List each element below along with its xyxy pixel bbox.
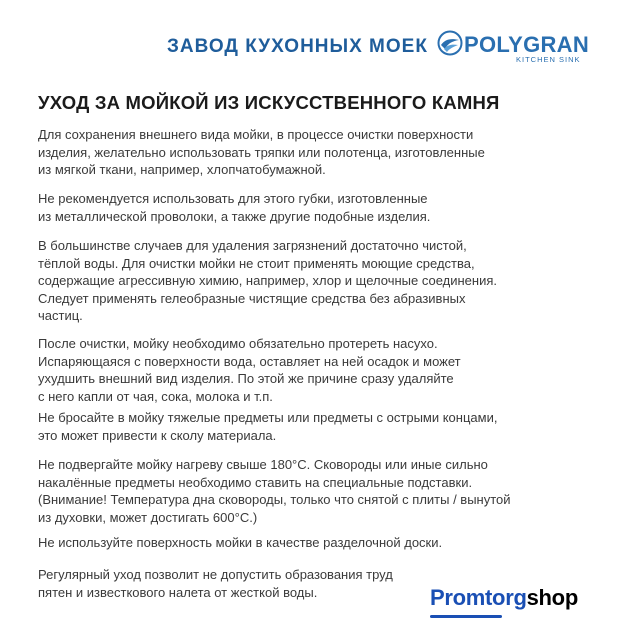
header — [0, 0, 622, 74]
paragraph-line: изделия, желательно использовать тряпки или полотенца, изготовленные — [38, 144, 485, 160]
logo-subtitle: KITCHEN SINK — [516, 55, 581, 64]
paragraph-3 — [38, 237, 497, 325]
paragraph-line: Для сохранения внешнего вида мойки, в процессе очистки поверхности — [38, 127, 474, 142]
promtorgshop-watermark — [430, 585, 578, 611]
paragraph-line: это может привести к сколу материала. — [38, 427, 277, 443]
paragraph-line: Регулярный уход позволит не допустить образования труд — [38, 567, 393, 582]
paragraph-line: из духовки, может достигать 600°С.) — [38, 509, 258, 525]
paragraph-line: тёплой воды. Для очистки мойки не стоит применять моющие средства, — [38, 255, 475, 271]
paragraph-line: содержащие агрессивную химию, например, хлор и щелочные соединения. — [38, 273, 498, 289]
watermark-part-2: shop — [526, 585, 578, 610]
paragraph-line: из мягкой ткани, например, хлопчатобумажной. — [38, 162, 326, 178]
paragraph-line: частиц. — [38, 308, 83, 324]
polygran-logo — [437, 30, 607, 66]
watermark-underline — [430, 615, 502, 618]
paragraph-line: Не бросайте в мойку тяжелые предметы или предметы с острыми концами, — [38, 410, 498, 425]
logo-name: POLYGRAN — [464, 32, 590, 57]
factory-title: ЗАВОД КУХОННЫХ МОЕК — [167, 36, 428, 57]
paragraph-1 — [38, 126, 485, 179]
paragraph-5 — [38, 409, 497, 444]
document-title: УХОД ЗА МОЙКОЙ ИЗ ИСКУССТВЕННОГО КАМНЯ — [38, 92, 500, 113]
paragraph-line: Следует применять гелеобразные чистящие средства без абразивных — [38, 290, 466, 306]
paragraph-line: накалённые предметы необходимо ставить на специальные подставки. — [38, 474, 473, 490]
paragraph-line: с него капли от чая, сока, молока и т.п. — [38, 388, 273, 404]
paragraph-2 — [38, 190, 430, 225]
paragraph-4 — [38, 335, 461, 405]
paragraph-line: ухудшить внешний вид изделия. По этой же причине сразу удаляйте — [38, 371, 454, 387]
paragraph-line: (Внимание! Температура дна сковороды, только что снятой с плиты / вынутой — [38, 492, 511, 508]
paragraph-line: Не подвергайте мойку нагреву свыше 180°С. Сковороды или иные сильно — [38, 457, 488, 472]
paragraph-line: Не рекомендуется использовать для этого губки, изготовленные — [38, 191, 428, 206]
paragraph-line: После очистки, мойку необходимо обязательно протереть насухо. — [38, 336, 438, 351]
watermark-part-1: Promtorg — [430, 585, 527, 610]
paragraph-line: В большинстве случаев для удаления загрязнений достаточно чистой, — [38, 238, 467, 253]
paragraph-line: из металлической проволоки, а также другие подобные изделия. — [38, 208, 431, 224]
paragraph-line: пятен и известкового налета от жесткой воды. — [38, 584, 318, 600]
polygran-emblem-icon — [437, 30, 463, 56]
paragraph-6 — [38, 456, 511, 526]
paragraph-line: Испаряющаяся с поверхности вода, оставляет на ней осадок и может — [38, 353, 461, 369]
paragraph-8 — [38, 566, 393, 601]
paragraph-7 — [38, 534, 442, 552]
paragraph-line: Не используйте поверхность мойки в качестве разделочной доски. — [38, 535, 443, 550]
